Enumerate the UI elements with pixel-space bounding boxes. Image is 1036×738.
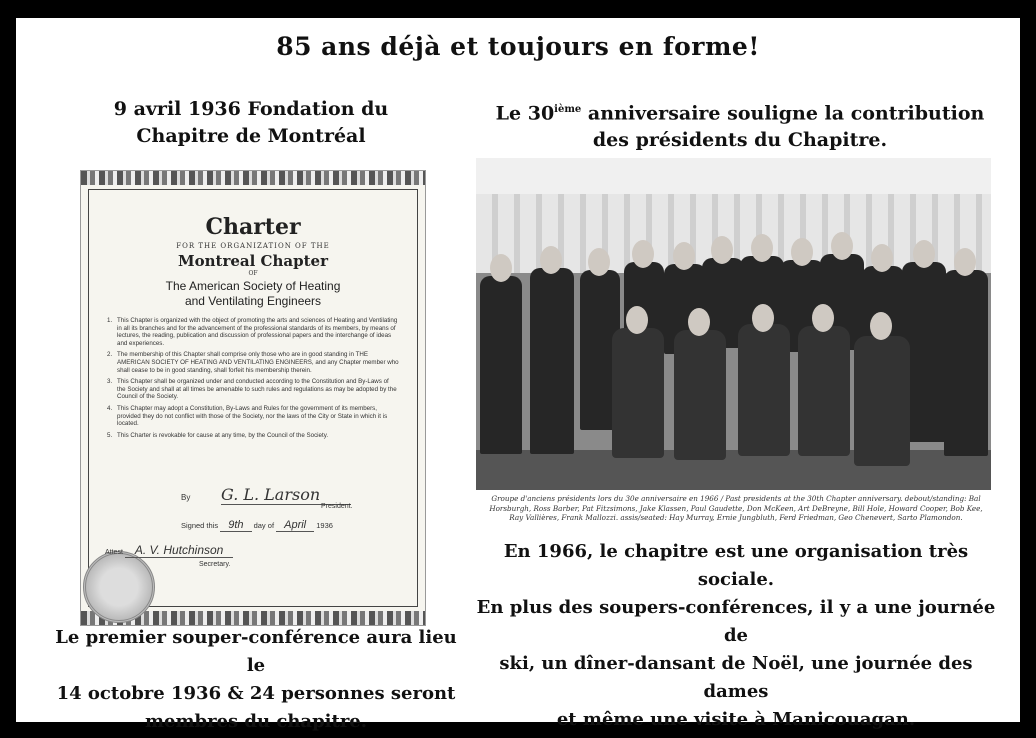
person-head — [711, 236, 733, 264]
first-dinner-paragraph — [46, 624, 466, 736]
person-head — [540, 246, 562, 274]
person-head — [812, 304, 834, 332]
charter-article — [107, 317, 399, 347]
founding-heading-line1: 9 avril 1936 Fondation du — [113, 98, 389, 120]
charter-article — [107, 432, 399, 440]
charter-society-line1: The American Society of Heating — [165, 279, 341, 293]
seated-person — [738, 324, 790, 456]
photo-caption: Groupe d'anciens présidents lors du 30e anniversaire en 1966 / Past presidents at the 30th Chapter anniversary. debout/standing: Bal Horsburgh, Ross Barber, Pat Fitzsimons, Jake Klassen, Paul Gaudette, Don McKeen, Art DeBreyne, Bill Hole, Howard Cooper, Bob Kee, Ray Vallières, Frank Mallozzi. assis/seated: Hay Murray, Ernie Jungbluth, Ferd Friedman, Geo Chenevert, Sarto Plamondon. — [489, 494, 983, 522]
first-dinner-line: Le premier souper-conférence aura lieu le — [55, 627, 457, 676]
person-head — [752, 304, 774, 332]
article-number: 2. — [107, 351, 113, 359]
article-text: This Chapter shall be organized under and conducted according to the Constitution and By-Laws of the Society and shall at all times be amenable to such rules and regulations as may be adopted by the Council of the Society. — [117, 378, 397, 401]
charter-border-top — [81, 171, 425, 185]
person-head — [871, 244, 893, 272]
signed-day-of: day of — [253, 521, 275, 530]
article-text: This Chapter may adopt a Constitution, By-Laws and Rules for the government of its members, provided they do not conflict with those of the Society, nor the laws of the City or State in which it is located. — [117, 404, 388, 428]
charter-articles — [107, 317, 399, 439]
first-dinner-line: membres du chapitre. — [144, 711, 368, 732]
person-head — [954, 248, 976, 276]
charter-article — [107, 351, 399, 374]
person-head — [626, 306, 648, 334]
social-line: En 1966, le chapitre est une organisation très sociale. — [503, 541, 969, 590]
poster-frame — [16, 18, 1020, 732]
charter-of: OF — [248, 270, 258, 277]
person-head — [688, 308, 710, 336]
charter-attest-line — [105, 543, 233, 557]
article-text: This Charter is revokable for cause at any time, by the Council of the Society. — [117, 431, 329, 439]
charter-society — [107, 279, 399, 309]
person-head — [831, 232, 853, 260]
president-signature: G. L. Larson — [221, 485, 351, 505]
secretary-role: Secretary. — [199, 561, 231, 568]
photo-ceiling — [476, 158, 991, 194]
group-photo — [476, 158, 991, 490]
person-head — [751, 234, 773, 262]
first-dinner-line: 14 octobre 1936 & 24 personnes seront — [56, 683, 456, 704]
person-head — [588, 248, 610, 276]
secretary-signature: A. V. Hutchinson — [125, 543, 234, 558]
person-head — [913, 240, 935, 268]
social-line: En plus des soupers-conférences, il y a une journée de — [476, 597, 996, 646]
poster-title: 85 ans déjà et toujours en forme! — [276, 32, 760, 61]
charter-article — [107, 378, 399, 401]
founding-heading-line2: Chapitre de Montréal — [136, 125, 366, 147]
seated-person — [854, 336, 910, 466]
person-head — [632, 240, 654, 268]
photo-floor — [476, 450, 991, 490]
charter-chapter: Montreal Chapter — [178, 252, 328, 270]
charter-document — [80, 170, 426, 626]
social-line: ski, un dîner-dansant de Noël, une journée des dames — [499, 653, 973, 702]
person-head — [673, 242, 695, 270]
anniversary-pre: Le 30 — [495, 102, 555, 125]
article-number: 5. — [107, 431, 113, 439]
standing-person — [944, 270, 988, 456]
anniversary-heading-line1 — [480, 96, 1000, 127]
article-text: The membership of this Chapter shall comprise only those who are in good standing in THE AMERICAN SOCIETY OF HEATING AND VENTILATING ENGINEERS, and any Chapter member who shall cease to be in good standing, shall forfeit his membership therein. — [117, 351, 399, 374]
standing-person — [530, 268, 574, 454]
signed-this: Signed this — [181, 521, 219, 530]
signed-year: 1936 — [316, 521, 333, 530]
article-number: 3. — [107, 378, 113, 386]
person-head — [870, 312, 892, 340]
charter-article — [107, 405, 399, 428]
charter-by: By — [181, 493, 191, 502]
anniversary-sup: ième — [554, 104, 582, 115]
article-text: This Chapter is organized with the object of promoting the arts and sciences of Heating and Ventilating in all its branches and for the advancement of the professional standards of its members, by means of lectures, the reading, publication and discussion of professional papers and the interchange of ideas and experiences. — [117, 317, 398, 347]
person-head — [791, 238, 813, 266]
social-paragraph — [476, 538, 996, 734]
seated-person — [798, 326, 850, 456]
signed-day: 9th — [220, 519, 251, 532]
charter-signed-line — [181, 519, 333, 531]
seated-person — [674, 330, 726, 460]
social-line: et même une visite à Manicouagan. — [556, 709, 916, 730]
attest-label: Attest — [105, 549, 123, 556]
standing-person — [480, 276, 522, 454]
charter-society-line2: and Ventilating Engineers — [184, 294, 322, 308]
seated-person — [612, 328, 664, 458]
signed-month: April — [276, 519, 314, 532]
seal-stamp — [83, 551, 155, 623]
founding-heading — [56, 96, 446, 150]
anniversary-post: anniversaire souligne la contribution — [581, 102, 985, 125]
president-role: President. — [321, 503, 353, 510]
charter-subtitle: FOR THE ORGANIZATION OF THE — [176, 242, 330, 250]
anniversary-heading-line2: des présidents du Chapitre. — [592, 129, 888, 152]
charter-title: Charter — [205, 214, 301, 240]
anniversary-heading — [480, 96, 1000, 154]
article-number: 1. — [107, 317, 113, 324]
article-number: 4. — [107, 404, 113, 412]
person-head — [490, 254, 512, 282]
